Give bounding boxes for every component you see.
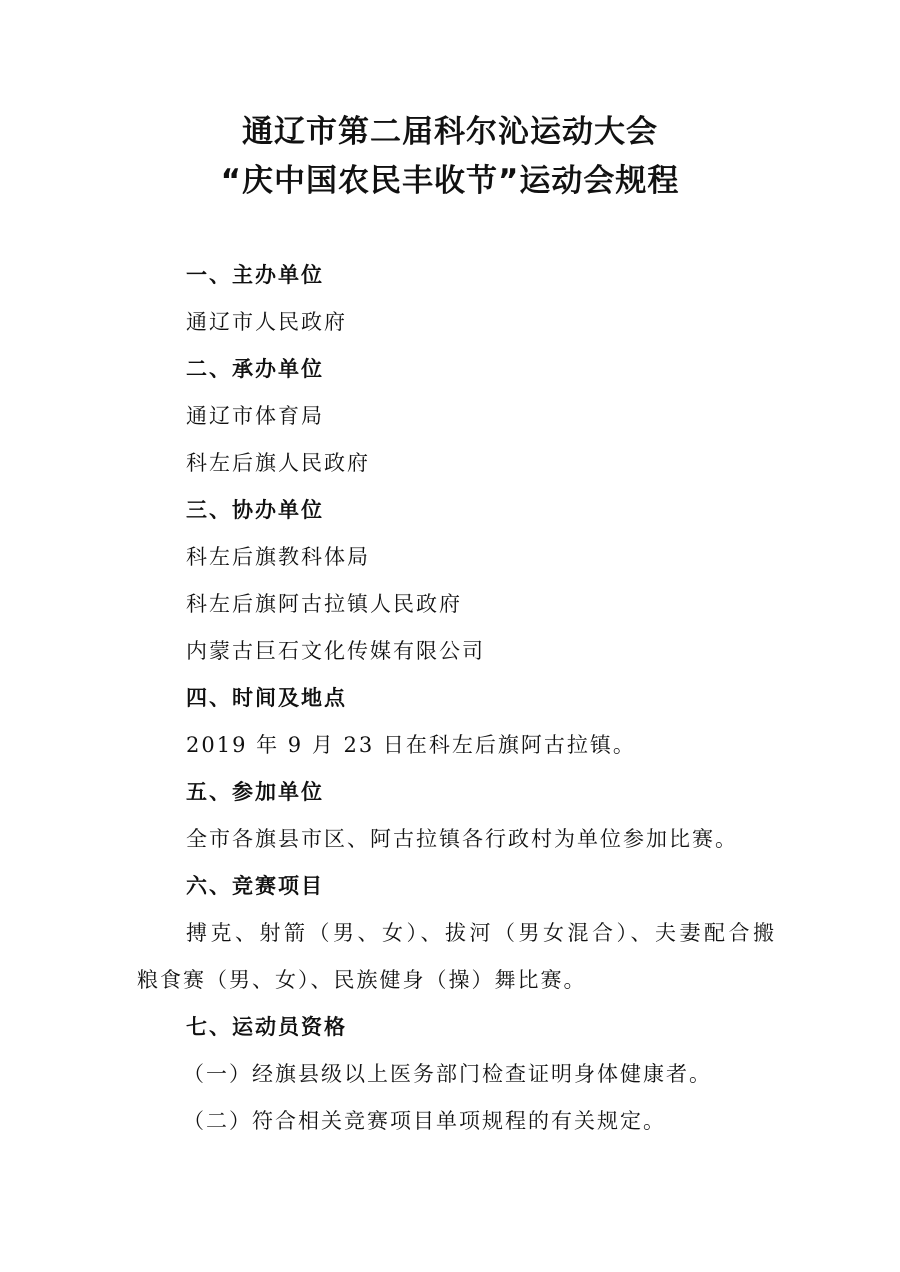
section-heading-eligibility: 七、运动员资格 <box>186 1015 347 1039</box>
organizer-text: 通辽市人民政府 <box>186 310 347 334</box>
co-organizer-text-3: 内蒙古巨石文化传媒有限公司 <box>186 639 485 663</box>
eligibility-text-2: （二）符合相关竞赛项目单项规程的有关规定。 <box>183 1109 666 1133</box>
participants-text: 全市各旗县市区、阿古拉镇各行政村为单位参加比赛。 <box>186 827 738 851</box>
section-heading-organizer: 一、主办单位 <box>186 263 324 287</box>
events-text-1: 搏克、射箭（男、女）、拔河（男女混合）、夫妻配合搬 <box>186 921 778 945</box>
section-heading-host: 二、承办单位 <box>186 357 324 381</box>
host-text-2: 科左后旗人民政府 <box>186 451 370 475</box>
document-title-line-1: 通辽市第二届科尔沁运动大会 <box>242 114 658 150</box>
events-text-2: 粮食赛（男、女）、民族健身（操）舞比赛。 <box>137 968 587 992</box>
section-heading-time-place: 四、时间及地点 <box>186 686 347 710</box>
document-title-line-2: “庆中国农民丰收节”运动会规程 <box>220 163 680 199</box>
time-place-text: 2019 年 9 月 23 日在科左后旗阿古拉镇。 <box>186 733 636 757</box>
co-organizer-text-2: 科左后旗阿古拉镇人民政府 <box>186 592 462 616</box>
section-heading-participants: 五、参加单位 <box>186 780 324 804</box>
eligibility-text-1: （一）经旗县级以上医务部门检查证明身体健康者。 <box>183 1062 712 1086</box>
host-text-1: 通辽市体育局 <box>186 404 324 428</box>
section-heading-co-organizer: 三、协办单位 <box>186 498 324 522</box>
co-organizer-text-1: 科左后旗教科体局 <box>186 545 370 569</box>
section-heading-events: 六、竞赛项目 <box>186 874 324 898</box>
